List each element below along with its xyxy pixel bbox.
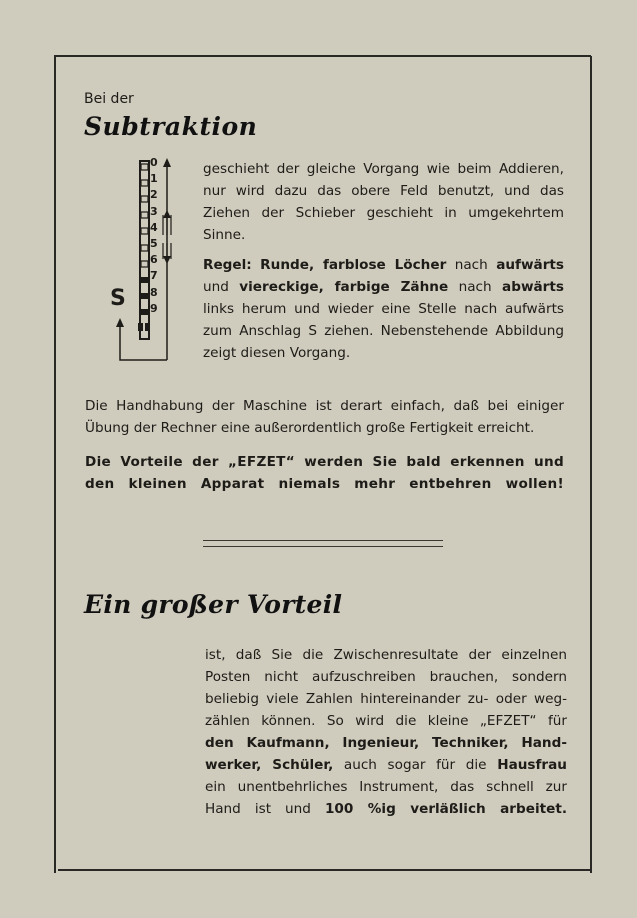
- subtraction-paragraph: [203, 158, 564, 246]
- digit-label: 3: [150, 204, 158, 218]
- text-line: zählen können. So wird die kleine „EFZET“ für: [205, 713, 567, 729]
- text-line: zum Anschlag S ziehen. Nebenstehende Abbildung: [203, 323, 564, 339]
- digit-label: 6: [150, 253, 158, 267]
- advantages-paragraph: [85, 451, 564, 495]
- digit-label: 9: [150, 301, 158, 315]
- text-line: Übung der Rechner eine außerordentlich große Fertigkeit erreicht.: [85, 420, 535, 436]
- rule-text: nach: [454, 257, 488, 273]
- rule-label: Regel:: [203, 257, 252, 273]
- rule-emphasis: aufwärts: [496, 257, 564, 273]
- text-line: Die Vorteile der „EFZET“ werden Sie bald erkennen und: [85, 454, 564, 470]
- vorteil-paragraph: [205, 644, 567, 820]
- handling-paragraph: [85, 395, 564, 439]
- text-line: zeigt diesen Vorgang.: [203, 345, 351, 361]
- text-emphasis: werker, Schüler,: [205, 757, 334, 773]
- slider-diagram: [110, 155, 172, 365]
- digit-label: 8: [150, 285, 158, 299]
- text-line: den kleinen Apparat niemals mehr entbehren wollen!: [85, 476, 564, 492]
- digit-label: 4: [150, 220, 158, 234]
- text-line: Ziehen der Schieber geschieht in umgekehrtem: [203, 205, 564, 221]
- text-line: geschieht der gleiche Vorgang wie beim Addieren,: [203, 161, 564, 177]
- digit-label: 0: [150, 156, 158, 169]
- text-line: den Kaufmann, Ingenieur, Techniker, Hand-: [205, 735, 567, 751]
- text-line: [205, 798, 567, 820]
- text-line: Sinne.: [203, 227, 246, 243]
- rule-text: nach: [458, 279, 492, 295]
- rule-paragraph: [203, 254, 564, 364]
- frame-bottom-rule: [58, 869, 591, 871]
- digit-label: 5: [150, 237, 158, 251]
- rule-emphasis: abwärts: [502, 279, 564, 295]
- stop-label: S: [110, 286, 126, 311]
- text-line: nur wird dazu das obere Feld benutzt, und das: [203, 183, 564, 199]
- digit-label: 2: [150, 188, 158, 202]
- slider-diagram-graphic: [110, 155, 172, 365]
- digit-label: 1: [150, 172, 158, 186]
- text-line: ist, daß Sie die Zwischenresultate der einzelnen: [205, 647, 567, 663]
- text-span: Hand ist und: [205, 801, 311, 817]
- text-span: auch sogar für die: [343, 757, 487, 773]
- text-line: ein unentbehrliches Instrument, das schnell zur: [205, 779, 567, 795]
- slider-digits: [150, 155, 158, 317]
- text-line: links herum und wieder eine Stelle nach aufwärts: [203, 301, 564, 317]
- heading-subtraktion: Subtraktion: [84, 112, 258, 141]
- text-emphasis: Hausfrau: [497, 757, 567, 773]
- text-emphasis: 100 %ig verläßlich arbeitet.: [324, 801, 568, 817]
- rule-emphasis: Runde, farblose Löcher: [260, 257, 447, 273]
- text-line: beliebig viele Zahlen hintereinander zu- oder weg-: [205, 691, 567, 707]
- rule-text: und: [203, 279, 229, 295]
- text-line: Posten nicht aufzuschreiben brauchen, sondern: [205, 669, 567, 685]
- text-line: [205, 754, 567, 776]
- text-line: Die Handhabung der Maschine ist derart einfach, daß bei einiger: [85, 398, 564, 414]
- intro-text: Bei der: [84, 91, 134, 107]
- separator-rule: [203, 540, 443, 541]
- text-line: [203, 276, 564, 298]
- rule-emphasis: viereckige, farbige Zähne: [239, 279, 449, 295]
- text-line: [203, 254, 564, 276]
- heading-grosser-vorteil: Ein großer Vorteil: [84, 590, 343, 619]
- separator-rule: [203, 546, 443, 547]
- digit-label: 7: [150, 269, 158, 283]
